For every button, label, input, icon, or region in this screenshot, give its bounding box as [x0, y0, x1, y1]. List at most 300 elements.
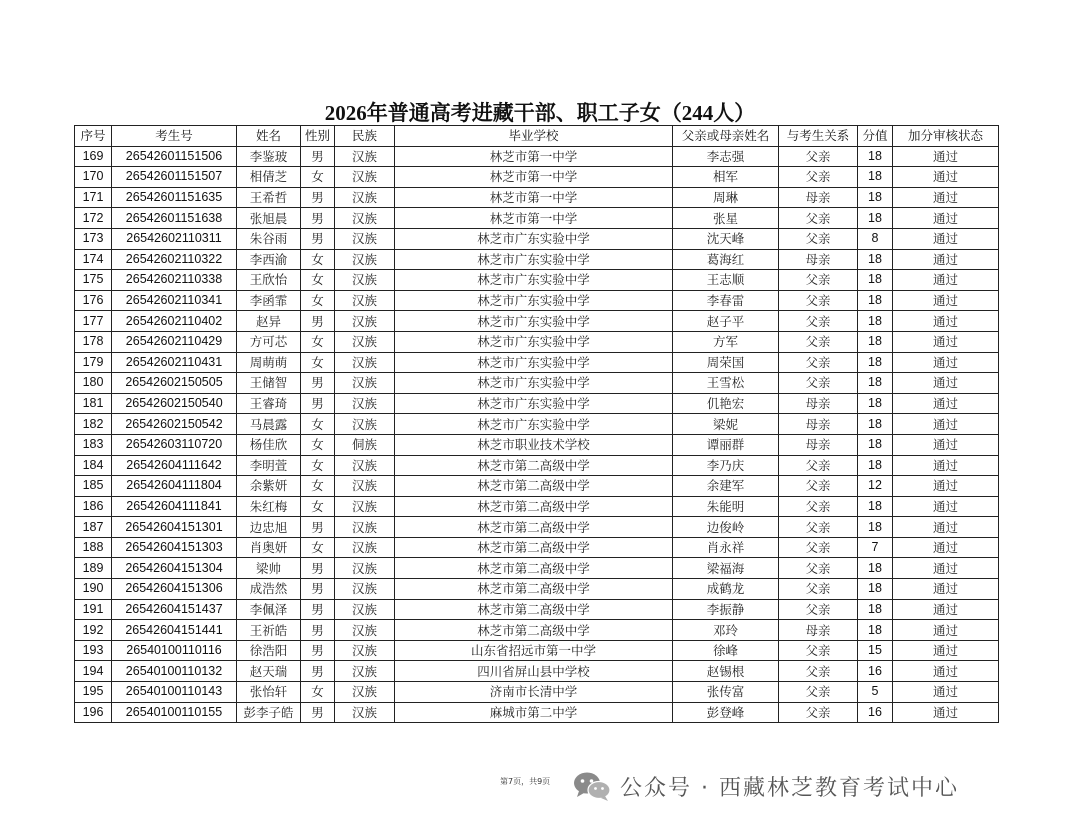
table-body: [75, 146, 999, 723]
cell-exam-number: 26542602150540: [112, 393, 237, 414]
cell-status: 通过: [893, 640, 999, 661]
cell-school: 林芝市广东实验中学: [395, 290, 673, 311]
cell-score: 8: [858, 228, 893, 249]
cell-score: 18: [858, 208, 893, 229]
cell-index: 194: [75, 661, 112, 682]
cell-name: 彭李子皓: [237, 702, 301, 723]
cell-status: 通过: [893, 187, 999, 208]
cell-ethnicity: 汉族: [335, 537, 395, 558]
cell-name: 肖奥妍: [237, 537, 301, 558]
cell-index: 173: [75, 228, 112, 249]
table-row: [75, 579, 999, 600]
cell-name: 马晨露: [237, 414, 301, 435]
table-row: [75, 187, 999, 208]
cell-name: 李函霏: [237, 290, 301, 311]
cell-name: 赵天瑞: [237, 661, 301, 682]
cell-status: 通过: [893, 373, 999, 394]
cell-name: 张怡轩: [237, 682, 301, 703]
table-row: [75, 682, 999, 703]
cell-score: 18: [858, 187, 893, 208]
cell-gender: 男: [301, 187, 335, 208]
cell-exam-number: 26542602150505: [112, 373, 237, 394]
cell-index: 190: [75, 579, 112, 600]
cell-exam-number: 26542602110402: [112, 311, 237, 332]
cell-name: 成浩然: [237, 579, 301, 600]
cell-exam-number: 26540100110132: [112, 661, 237, 682]
cell-ethnicity: 汉族: [335, 579, 395, 600]
cell-relation: 父亲: [779, 228, 858, 249]
header-cell: 姓名: [237, 126, 301, 147]
cell-status: 通过: [893, 167, 999, 188]
cell-score: 18: [858, 620, 893, 641]
cell-school: 林芝市第一中学: [395, 146, 673, 167]
cell-name: 方可芯: [237, 331, 301, 352]
cell-name: 徐浩阳: [237, 640, 301, 661]
cell-exam-number: 26542602150542: [112, 414, 237, 435]
cell-relation: 父亲: [779, 208, 858, 229]
table-row: [75, 640, 999, 661]
header-cell: 考生号: [112, 126, 237, 147]
header-cell: 加分审核状态: [893, 126, 999, 147]
cell-exam-number: 26542601151635: [112, 187, 237, 208]
cell-name: 边忠旭: [237, 517, 301, 538]
table-row: [75, 228, 999, 249]
cell-ethnicity: 侗族: [335, 434, 395, 455]
cell-status: 通过: [893, 496, 999, 517]
cell-relation: 父亲: [779, 146, 858, 167]
cell-gender: 男: [301, 393, 335, 414]
header-cell: 序号: [75, 126, 112, 147]
cell-score: 18: [858, 311, 893, 332]
cell-index: 180: [75, 373, 112, 394]
cell-relation: 父亲: [779, 476, 858, 497]
cell-school: 林芝市广东实验中学: [395, 414, 673, 435]
cell-school: 济南市长清中学: [395, 682, 673, 703]
cell-parent-name: 李乃庆: [673, 455, 779, 476]
table-row: [75, 373, 999, 394]
cell-gender: 男: [301, 373, 335, 394]
cell-ethnicity: 汉族: [335, 702, 395, 723]
cell-status: 通过: [893, 558, 999, 579]
cell-name: 李明萱: [237, 455, 301, 476]
cell-status: 通过: [893, 599, 999, 620]
cell-index: 189: [75, 558, 112, 579]
cell-index: 184: [75, 455, 112, 476]
cell-name: 朱红梅: [237, 496, 301, 517]
cell-name: 王希哲: [237, 187, 301, 208]
header-cell: 父亲或母亲姓名: [673, 126, 779, 147]
cell-status: 通过: [893, 331, 999, 352]
cell-exam-number: 26540100110143: [112, 682, 237, 703]
cell-school: 林芝市第二高级中学: [395, 558, 673, 579]
cell-exam-number: 26542604111642: [112, 455, 237, 476]
cell-gender: 男: [301, 208, 335, 229]
cell-index: 178: [75, 331, 112, 352]
cell-name: 李鉴玻: [237, 146, 301, 167]
cell-name: 王欣怡: [237, 270, 301, 291]
cell-parent-name: 周荣国: [673, 352, 779, 373]
cell-status: 通过: [893, 455, 999, 476]
cell-status: 通过: [893, 208, 999, 229]
cell-score: 18: [858, 517, 893, 538]
cell-school: 林芝市第二高级中学: [395, 599, 673, 620]
cell-index: 187: [75, 517, 112, 538]
cell-status: 通过: [893, 517, 999, 538]
cell-ethnicity: 汉族: [335, 352, 395, 373]
cell-ethnicity: 汉族: [335, 476, 395, 497]
cell-index: 169: [75, 146, 112, 167]
cell-ethnicity: 汉族: [335, 682, 395, 703]
cell-status: 通过: [893, 620, 999, 641]
cell-parent-name: 李振静: [673, 599, 779, 620]
cell-parent-name: 肖永祥: [673, 537, 779, 558]
cell-relation: 母亲: [779, 249, 858, 270]
cell-gender: 女: [301, 352, 335, 373]
cell-school: 林芝市第二高级中学: [395, 517, 673, 538]
cell-index: 188: [75, 537, 112, 558]
cell-school: 林芝市第二高级中学: [395, 496, 673, 517]
cell-gender: 女: [301, 537, 335, 558]
cell-name: 王储智: [237, 373, 301, 394]
cell-relation: 父亲: [779, 290, 858, 311]
cell-parent-name: 仉艳宏: [673, 393, 779, 414]
table-row: [75, 393, 999, 414]
cell-index: 182: [75, 414, 112, 435]
cell-name: 李西渝: [237, 249, 301, 270]
cell-status: 通过: [893, 228, 999, 249]
table-row: [75, 455, 999, 476]
cell-index: 196: [75, 702, 112, 723]
cell-index: 179: [75, 352, 112, 373]
cell-name: 杨佳欣: [237, 434, 301, 455]
cell-status: 通过: [893, 290, 999, 311]
cell-school: 林芝市广东实验中学: [395, 249, 673, 270]
table-row: [75, 352, 999, 373]
cell-ethnicity: 汉族: [335, 167, 395, 188]
cell-ethnicity: 汉族: [335, 414, 395, 435]
cell-parent-name: 王雪松: [673, 373, 779, 394]
cell-ethnicity: 汉族: [335, 208, 395, 229]
cell-ethnicity: 汉族: [335, 599, 395, 620]
cell-school: 林芝市广东实验中学: [395, 373, 673, 394]
cell-relation: 父亲: [779, 599, 858, 620]
cell-gender: 女: [301, 496, 335, 517]
cell-gender: 男: [301, 579, 335, 600]
cell-exam-number: 26542602110429: [112, 331, 237, 352]
cell-exam-number: 26540100110116: [112, 640, 237, 661]
cell-name: 王祈皓: [237, 620, 301, 641]
cell-score: 18: [858, 579, 893, 600]
cell-parent-name: 沈天峰: [673, 228, 779, 249]
cell-parent-name: 王志顺: [673, 270, 779, 291]
cell-score: 18: [858, 352, 893, 373]
cell-score: 16: [858, 661, 893, 682]
cell-status: 通过: [893, 476, 999, 497]
cell-exam-number: 26542602110341: [112, 290, 237, 311]
cell-relation: 父亲: [779, 352, 858, 373]
cell-parent-name: 余建军: [673, 476, 779, 497]
cell-index: 175: [75, 270, 112, 291]
cell-exam-number: 26542602110322: [112, 249, 237, 270]
cell-exam-number: 26542604151306: [112, 579, 237, 600]
cell-relation: 母亲: [779, 393, 858, 414]
table-row: [75, 146, 999, 167]
cell-exam-number: 26542604151301: [112, 517, 237, 538]
cell-relation: 父亲: [779, 517, 858, 538]
cell-exam-number: 26542602110431: [112, 352, 237, 373]
cell-score: 18: [858, 496, 893, 517]
cell-exam-number: 26542602110311: [112, 228, 237, 249]
cell-ethnicity: 汉族: [335, 331, 395, 352]
cell-ethnicity: 汉族: [335, 640, 395, 661]
cell-school: 麻城市第二中学: [395, 702, 673, 723]
cell-relation: 父亲: [779, 702, 858, 723]
cell-index: 185: [75, 476, 112, 497]
cell-gender: 男: [301, 517, 335, 538]
cell-relation: 母亲: [779, 187, 858, 208]
cell-relation: 父亲: [779, 640, 858, 661]
cell-gender: 男: [301, 620, 335, 641]
cell-gender: 女: [301, 682, 335, 703]
cell-score: 18: [858, 393, 893, 414]
cell-score: 18: [858, 373, 893, 394]
table-row: [75, 167, 999, 188]
cell-status: 通过: [893, 352, 999, 373]
cell-relation: 父亲: [779, 331, 858, 352]
cell-relation: 父亲: [779, 167, 858, 188]
table-row: [75, 558, 999, 579]
cell-score: 18: [858, 414, 893, 435]
cell-gender: 女: [301, 455, 335, 476]
cell-parent-name: 赵锡根: [673, 661, 779, 682]
cell-parent-name: 成鹤龙: [673, 579, 779, 600]
cell-index: 193: [75, 640, 112, 661]
cell-score: 7: [858, 537, 893, 558]
cell-gender: 女: [301, 290, 335, 311]
cell-gender: 女: [301, 434, 335, 455]
cell-gender: 女: [301, 476, 335, 497]
cell-ethnicity: 汉族: [335, 311, 395, 332]
watermark-text: 公众号 · 西藏林芝教育考试中心: [620, 775, 959, 801]
cell-name: 梁帅: [237, 558, 301, 579]
cell-status: 通过: [893, 579, 999, 600]
table-row: [75, 517, 999, 538]
cell-score: 16: [858, 702, 893, 723]
cell-score: 18: [858, 599, 893, 620]
cell-exam-number: 26542604151441: [112, 620, 237, 641]
cell-score: 18: [858, 558, 893, 579]
cell-name: 李佩泽: [237, 599, 301, 620]
cell-relation: 母亲: [779, 620, 858, 641]
cell-gender: 男: [301, 311, 335, 332]
cell-score: 18: [858, 249, 893, 270]
cell-score: 15: [858, 640, 893, 661]
cell-parent-name: 邓玲: [673, 620, 779, 641]
cell-gender: 男: [301, 558, 335, 579]
cell-ethnicity: 汉族: [335, 373, 395, 394]
cell-index: 192: [75, 620, 112, 641]
cell-gender: 男: [301, 146, 335, 167]
cell-exam-number: 26542602110338: [112, 270, 237, 291]
page-number: 第7页，共9页: [500, 777, 551, 786]
cell-school: 林芝市广东实验中学: [395, 331, 673, 352]
cell-school: 林芝市第二高级中学: [395, 455, 673, 476]
cell-relation: 父亲: [779, 311, 858, 332]
cell-index: 170: [75, 167, 112, 188]
cell-parent-name: 方军: [673, 331, 779, 352]
table-row: [75, 249, 999, 270]
cell-exam-number: 26542601151638: [112, 208, 237, 229]
header-cell: 分值: [858, 126, 893, 147]
cell-score: 18: [858, 455, 893, 476]
cell-parent-name: 谭丽群: [673, 434, 779, 455]
cell-parent-name: 张星: [673, 208, 779, 229]
cell-ethnicity: 汉族: [335, 620, 395, 641]
table-row: [75, 476, 999, 497]
cell-ethnicity: 汉族: [335, 455, 395, 476]
cell-exam-number: 26542604111804: [112, 476, 237, 497]
cell-parent-name: 朱能明: [673, 496, 779, 517]
cell-index: 186: [75, 496, 112, 517]
cell-score: 18: [858, 290, 893, 311]
cell-relation: 父亲: [779, 455, 858, 476]
cell-name: 赵异: [237, 311, 301, 332]
cell-status: 通过: [893, 661, 999, 682]
cell-status: 通过: [893, 146, 999, 167]
cell-gender: 男: [301, 599, 335, 620]
cell-school: 林芝市广东实验中学: [395, 352, 673, 373]
table-row: [75, 620, 999, 641]
cell-exam-number: 26540100110155: [112, 702, 237, 723]
cell-ethnicity: 汉族: [335, 517, 395, 538]
cell-status: 通过: [893, 393, 999, 414]
cell-gender: 女: [301, 167, 335, 188]
cell-gender: 男: [301, 661, 335, 682]
cell-school: 林芝市第一中学: [395, 187, 673, 208]
cell-score: 5: [858, 682, 893, 703]
cell-status: 通过: [893, 270, 999, 291]
cell-ethnicity: 汉族: [335, 558, 395, 579]
cell-parent-name: 周琳: [673, 187, 779, 208]
wechat-icon: [572, 770, 612, 802]
cell-school: 林芝市广东实验中学: [395, 393, 673, 414]
cell-exam-number: 26542604151437: [112, 599, 237, 620]
cell-parent-name: 彭登峰: [673, 702, 779, 723]
cell-parent-name: 边俊岭: [673, 517, 779, 538]
watermark: [572, 770, 959, 802]
cell-parent-name: 赵子平: [673, 311, 779, 332]
cell-ethnicity: 汉族: [335, 249, 395, 270]
cell-ethnicity: 汉族: [335, 496, 395, 517]
cell-relation: 母亲: [779, 414, 858, 435]
cell-school: 林芝市第二高级中学: [395, 476, 673, 497]
cell-parent-name: 梁妮: [673, 414, 779, 435]
cell-parent-name: 李志强: [673, 146, 779, 167]
cell-score: 18: [858, 167, 893, 188]
cell-index: 181: [75, 393, 112, 414]
cell-ethnicity: 汉族: [335, 393, 395, 414]
table-row: [75, 311, 999, 332]
cell-parent-name: 李春雷: [673, 290, 779, 311]
cell-status: 通过: [893, 249, 999, 270]
cell-name: 王睿琦: [237, 393, 301, 414]
cell-gender: 女: [301, 414, 335, 435]
cell-relation: 父亲: [779, 661, 858, 682]
cell-school: 林芝市广东实验中学: [395, 228, 673, 249]
cell-status: 通过: [893, 682, 999, 703]
cell-status: 通过: [893, 311, 999, 332]
cell-relation: 父亲: [779, 270, 858, 291]
table-row: [75, 434, 999, 455]
cell-school: 林芝市第二高级中学: [395, 579, 673, 600]
cell-index: 176: [75, 290, 112, 311]
cell-exam-number: 26542603110720: [112, 434, 237, 455]
cell-relation: 父亲: [779, 496, 858, 517]
cell-relation: 母亲: [779, 434, 858, 455]
cell-index: 195: [75, 682, 112, 703]
cell-ethnicity: 汉族: [335, 661, 395, 682]
cell-school: 林芝市职业技术学校: [395, 434, 673, 455]
cell-parent-name: 张传富: [673, 682, 779, 703]
cell-status: 通过: [893, 414, 999, 435]
cell-ethnicity: 汉族: [335, 290, 395, 311]
cell-score: 18: [858, 434, 893, 455]
cell-ethnicity: 汉族: [335, 187, 395, 208]
table-row: [75, 414, 999, 435]
cell-index: 172: [75, 208, 112, 229]
cell-index: 174: [75, 249, 112, 270]
table-row: [75, 208, 999, 229]
cell-gender: 男: [301, 228, 335, 249]
cell-index: 183: [75, 434, 112, 455]
cell-relation: 父亲: [779, 579, 858, 600]
cell-name: 相倩芝: [237, 167, 301, 188]
cell-ethnicity: 汉族: [335, 146, 395, 167]
cell-exam-number: 26542604151304: [112, 558, 237, 579]
cell-exam-number: 26542604151303: [112, 537, 237, 558]
cell-name: 张旭晨: [237, 208, 301, 229]
cell-school: 林芝市广东实验中学: [395, 270, 673, 291]
cell-ethnicity: 汉族: [335, 228, 395, 249]
cell-gender: 女: [301, 249, 335, 270]
cell-parent-name: 葛海红: [673, 249, 779, 270]
cell-relation: 父亲: [779, 537, 858, 558]
cell-school: 林芝市广东实验中学: [395, 311, 673, 332]
table-row: [75, 496, 999, 517]
cell-index: 177: [75, 311, 112, 332]
cell-exam-number: 26542601151506: [112, 146, 237, 167]
cell-name: 朱谷雨: [237, 228, 301, 249]
header-cell: 毕业学校: [395, 126, 673, 147]
cell-school: 山东省招远市第一中学: [395, 640, 673, 661]
cell-name: 余紫妍: [237, 476, 301, 497]
cell-exam-number: 26542601151507: [112, 167, 237, 188]
table-header-row: [75, 126, 999, 147]
cell-gender: 男: [301, 640, 335, 661]
header-cell: 性别: [301, 126, 335, 147]
cell-relation: 父亲: [779, 682, 858, 703]
cell-score: 18: [858, 146, 893, 167]
table-row: [75, 537, 999, 558]
cell-index: 171: [75, 187, 112, 208]
cell-school: 四川省屏山县中学校: [395, 661, 673, 682]
cell-gender: 女: [301, 331, 335, 352]
cell-school: 林芝市第一中学: [395, 208, 673, 229]
cell-parent-name: 相军: [673, 167, 779, 188]
header-cell: 民族: [335, 126, 395, 147]
cell-relation: 父亲: [779, 373, 858, 394]
cell-name: 周萌萌: [237, 352, 301, 373]
